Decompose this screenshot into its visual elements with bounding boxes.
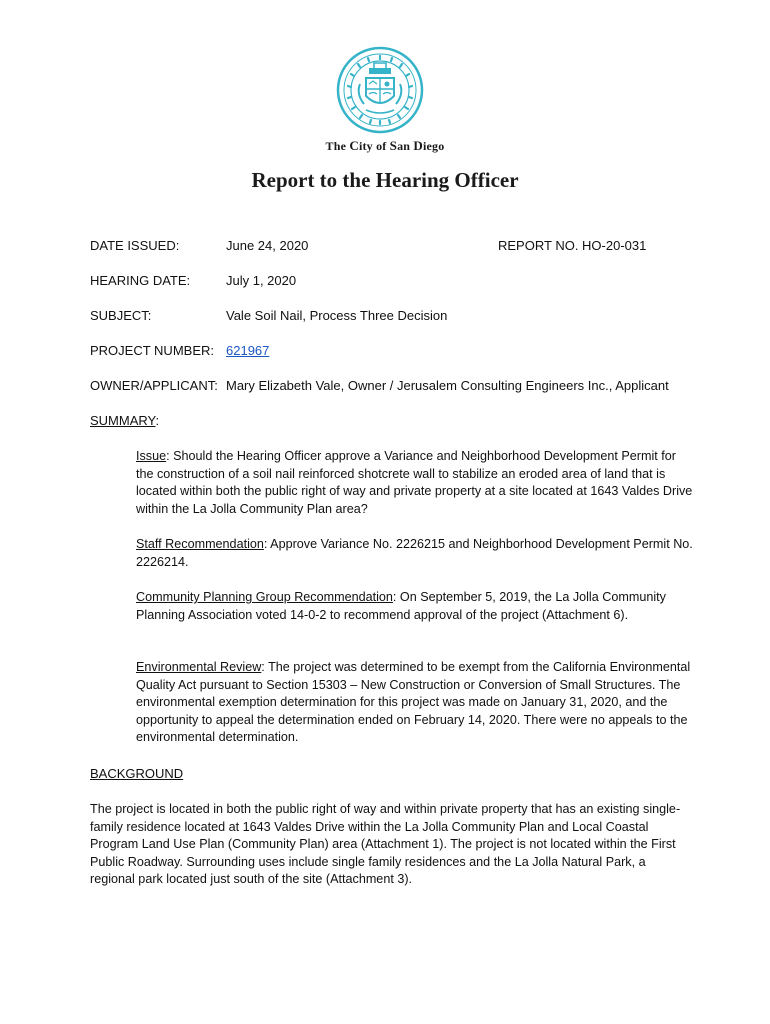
community-recommendation-paragraph: Community Planning Group Recommendation: On September 5, 2019, the La Jolla Community Planning Association voted 14-0-2 to recommend approval of the project (Attachment 6). [136, 590, 666, 622]
summary-heading: SUMMARY: [90, 413, 160, 428]
environmental-review-paragraph: Environmental Review: The project was determined to be exempt from the California Environmental Quality Act pursuant to Section 15303 – New Construction or Conversion of Small Structures. The environmental exemption determination for this project was made on January 31, 2020, and the opportunity to appeal the determination ended on February 14, 2020. There were no appeals to the environmental determination. [136, 660, 691, 745]
owner-label: OWNER/APPLICANT: [90, 378, 218, 393]
report-number: REPORT NO. HO-20-031 [498, 238, 647, 253]
hearing-date-label: HEARING DATE: [90, 273, 191, 288]
staff-recommendation-paragraph: Staff Recommendation: Approve Variance No. 2226215 and Neighborhood Development Permit No. 2226214. [136, 537, 693, 569]
environmental-review-label: Environmental Review [136, 660, 262, 674]
background-heading: BACKGROUND [90, 766, 184, 781]
subject-value: Vale Soil Nail, Process Three Decision [226, 308, 448, 323]
date-issued-value: June 24, 2020 [226, 238, 309, 253]
community-recommendation-label: Community Planning Group Recommendation [136, 590, 393, 604]
project-number-link[interactable]: 621967 [226, 343, 270, 358]
owner-value: Mary Elizabeth Vale, Owner / Jerusalem Consulting Engineers Inc., Applicant [226, 378, 669, 393]
project-number-label: PROJECT NUMBER: [90, 343, 214, 358]
subject-label: SUBJECT: [90, 308, 152, 323]
date-issued-label: DATE ISSUED: [90, 238, 180, 253]
background-paragraph: The project is located in both the public right of way and within private property that has an existing single-family residence located at 1643 Valdes Drive within the La Jolla Community Plan and Local Coastal Program Land Use Plan (Community Plan) area (Attachment 1). The project is not located within the First Public Roadway. Surrounding uses include single family residences and the La Jolla Natural Park, a regional park located just south of the site (Attachment 3). [90, 802, 681, 887]
issue-label: Issue [136, 449, 167, 463]
city-seal-icon [336, 46, 424, 134]
report-title: Report to the Hearing Officer [251, 168, 519, 192]
hearing-date-value: July 1, 2020 [226, 273, 297, 288]
staff-recommendation-label: Staff Recommendation [136, 537, 264, 551]
city-name: The City of San Diego [325, 138, 445, 153]
issue-paragraph: Issue: Should the Hearing Officer approve a Variance and Neighborhood Development Permit for the construction of a soil nail reinforced shotcrete wall to stabilize an eroded area of land that is located within both the public right of way and private property at a site located at 1643 Valdes Drive within the La Jolla Community Plan area? [136, 449, 693, 516]
